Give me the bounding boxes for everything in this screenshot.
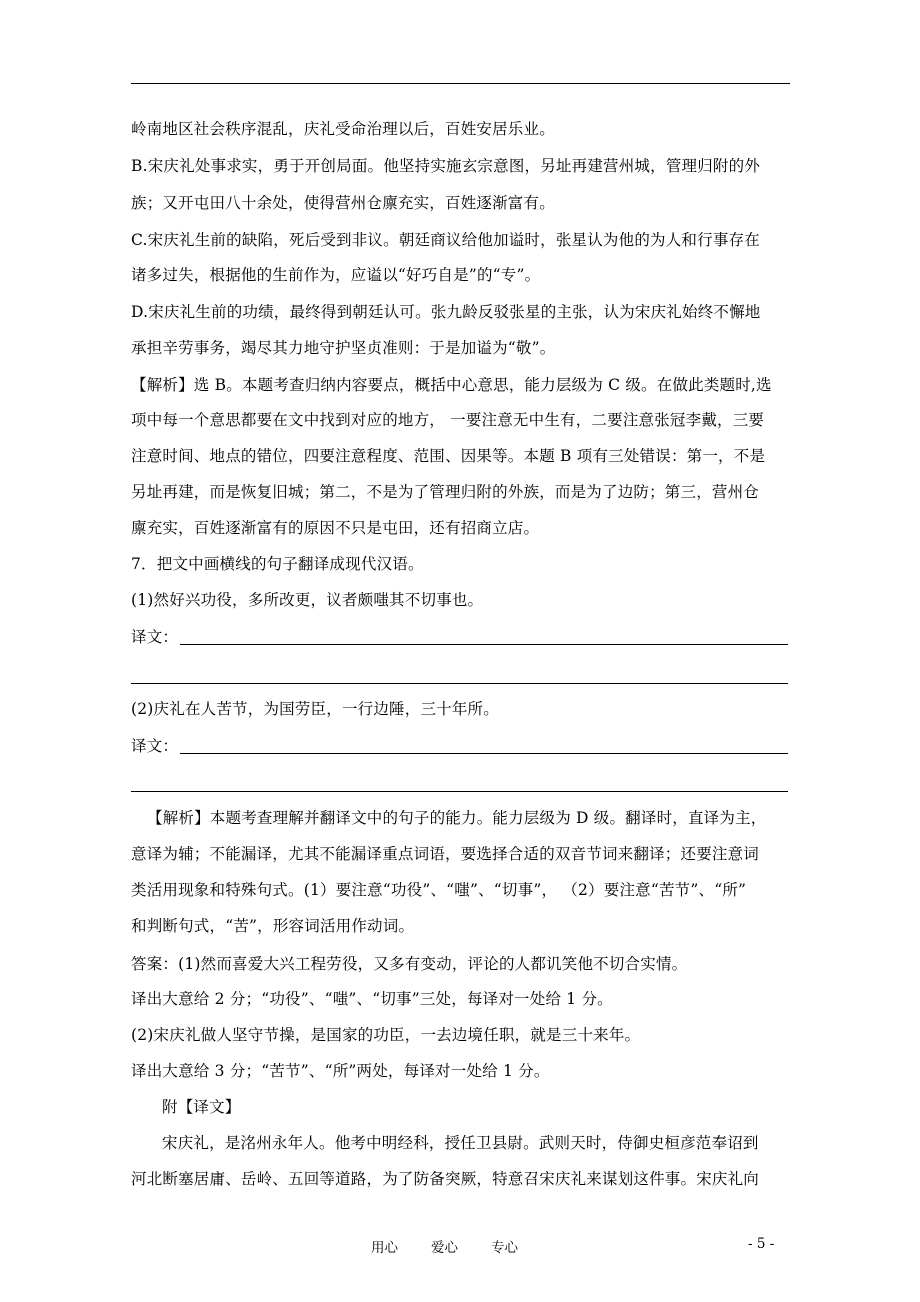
sentence-1-line: (1)然好兴功役，多所改更，议者颇嗤其不切事也。 <box>131 591 484 609</box>
text-line: 类活用现象和特殊句式。(1）要注意“功役”、“嗤”、“切事”， （2）要注意“苦节”、“所” <box>131 881 747 899</box>
answer-line: (2)宋庆礼做人坚守节操，是国家的功臣，一去边境任职，就是三十来年。 <box>131 1026 641 1044</box>
analysis-line: 【解析】选 B。本题考查归纳内容要点，概括中心意思，能力层级为 C 级。在做此类题时,选 <box>131 376 772 394</box>
sentence-2-line: (2)庆礼在人苦节，为国劳臣，一行边陲，三十年所。 <box>131 700 499 718</box>
appendix-title: 附【译文】 <box>162 1098 241 1116</box>
text-line: 注意时间、地点的错位，四要注意程度、范围、因果等。本题 B 项有三处错误：第一，不是 <box>131 447 766 465</box>
translation-label: 译文： <box>131 737 179 755</box>
answer-line: 答案：(1)然而喜爱大兴工程劳役，又多有变动，评论的人都讥笑他不切合实情。 <box>131 955 688 973</box>
translation-text-line: 河北断塞居庸、岳岭、五回等道路，为了防备突厥，特意召宋庆礼来谋划这件事。宋庆礼向 <box>131 1170 760 1188</box>
text-line: 廪充实，百姓逐渐富有的原因不只是屯田，还有招商立店。 <box>131 519 540 537</box>
scoring-line: 译出大意给 2 分；“功役”、“嗤”、“切事”三处，每译对一处给 1 分。 <box>131 990 613 1008</box>
text-line: 族；又开屯田八十余处，使得营州仓廪充实，百姓逐渐富有。 <box>131 194 555 212</box>
header-rule <box>131 83 790 84</box>
text-line: 和判断句式，“苦”，形容词活用作动词。 <box>131 917 415 935</box>
question-7-line: 7．把文中画横线的句子翻译成现代汉语。 <box>131 555 424 573</box>
page-number: - 5 - <box>748 1236 775 1252</box>
option-c-line: C.宋庆礼生前的缺陷，死后受到非议。朝廷商议给他加谥时，张星认为他的为人和行事存在 <box>131 231 760 249</box>
option-b-line: B.宋庆礼处事求实，勇于开创局面。他坚持实施玄宗意图，另址再建营州城，管理归附的外 <box>131 157 761 175</box>
answer-blank-line <box>131 791 788 792</box>
option-d-line: D.宋庆礼生前的功绩，最终得到朝廷认可。张九龄反驳张星的主张，认为宋庆礼始终不懈地 <box>131 303 761 321</box>
translation-label: 译文： <box>131 628 179 646</box>
analysis-line: 【解析】本题考查理解并翻译文中的句子的能力。能力层级为 D 级。翻译时，直译为主， <box>147 809 767 827</box>
footer-word: 用心 <box>371 1240 398 1256</box>
text-line: 诸多过失，根据他的生前作为，应谥以“好巧自是”的“专”。 <box>131 266 541 284</box>
text-line: 岭南地区社会秩序混乱，庆礼受命治理以后，百姓安居乐业。 <box>131 120 555 138</box>
footer-word: 专心 <box>491 1240 518 1256</box>
translation-text-line: 宋庆礼，是洺州永年人。他考中明经科，授任卫县尉。武则天时，侍御史桓彦范奉诏到 <box>162 1134 759 1152</box>
text-line: 另址再建，而是恢复旧城；第二，不是为了管理归附的外族，而是为了边防；第三，营州仓 <box>131 483 760 501</box>
answer-blank-line <box>180 753 788 754</box>
text-line: 意译为辅；不能漏译，尤其不能漏译重点词语，要选择合适的双音节词来翻译；还要注意词 <box>131 845 760 863</box>
text-line: 承担辛劳事务，竭尽其力地守护坚贞准则：于是加谥为“敬”。 <box>131 339 556 357</box>
scoring-line: 译出大意给 3 分；“苦节”、“所”两处，每译对一处给 1 分。 <box>131 1062 550 1080</box>
answer-blank-line <box>180 644 788 645</box>
answer-blank-line <box>131 683 788 684</box>
footer-word: 爱心 <box>431 1240 458 1256</box>
text-line: 项中每一个意思都要在文中找到对应的地方， 一要注意无中生有，二要注意张冠李戴，三要 <box>131 411 765 429</box>
